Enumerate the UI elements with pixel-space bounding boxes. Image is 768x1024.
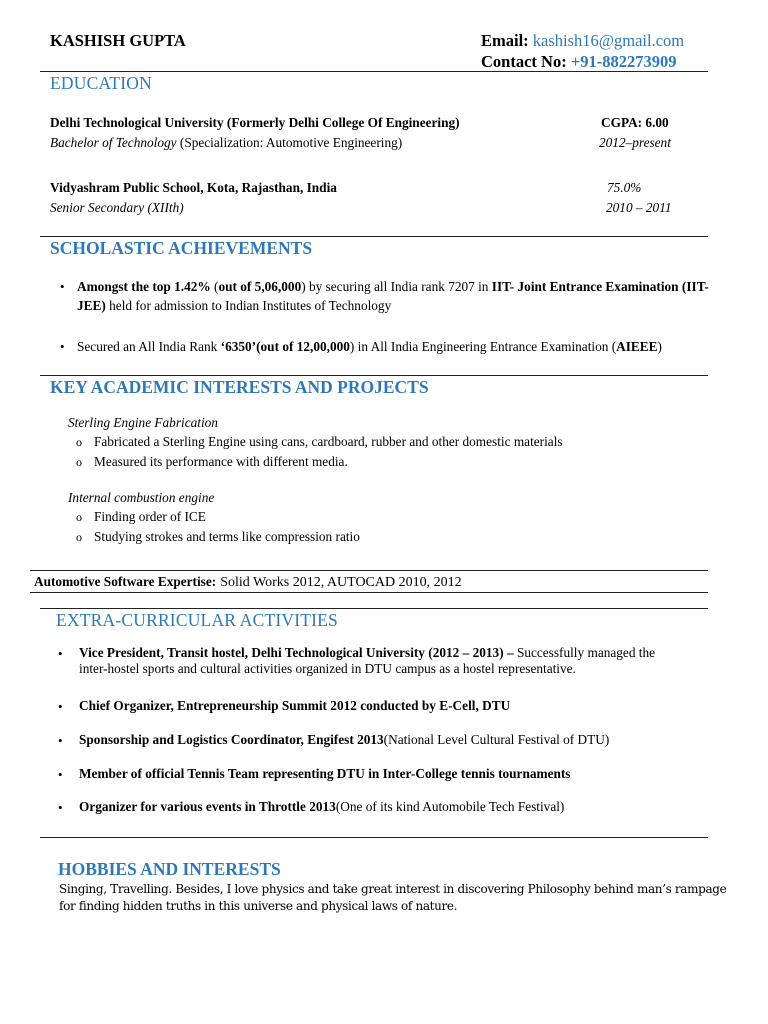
achievement-text: AIEEE <box>616 339 658 354</box>
divider <box>40 608 708 609</box>
education-score: 75.0% <box>607 180 642 195</box>
education-period: 2012–present <box>599 135 671 150</box>
project-item: Fabricated a Sterling Engine using cans, cardboard, rubber and other domestic materials <box>94 434 563 449</box>
achievement-item <box>77 337 717 356</box>
section-title-education: EDUCATION <box>50 73 152 93</box>
education-degree: Bachelor of Technology <box>50 135 177 150</box>
activity-text: (One of its kind Automobile Tech Festival) <box>335 799 565 814</box>
achievement-text: held for admission to Indian Institutes of Technology <box>109 298 392 313</box>
achievement-text: Secured an All India Rank <box>77 339 218 354</box>
achievement-item <box>77 277 717 315</box>
achievement-text: out of 5,06,000 <box>218 279 302 294</box>
bullet: • <box>60 279 65 294</box>
contact-label: Contact No: <box>481 52 567 71</box>
bullet: o <box>76 435 82 449</box>
candidate-name: KASHISH GUPTA <box>50 31 186 50</box>
project-item: Studying strokes and terms like compression ratio <box>94 529 360 544</box>
contact-line <box>481 52 676 72</box>
divider <box>40 837 708 838</box>
bullet: o <box>76 530 82 544</box>
email-line <box>481 31 684 51</box>
divider <box>30 570 708 571</box>
education-institution: Vidyashram Public School, Kota, Rajasthan, India <box>50 180 337 195</box>
activity-title: Sponsorship and Logistics Coordinator, Engifest 2013 <box>79 732 384 747</box>
software-label: Automotive Software Expertise: <box>34 574 217 589</box>
section-title-extra: EXTRA-CURRICULAR ACTIVITIES <box>56 610 338 630</box>
software-value: Solid Works 2012, AUTOCAD 2010, 2012 <box>220 575 462 590</box>
divider <box>40 375 708 376</box>
achievement-text: ) in All India Engineering Entrance Examination ( <box>349 339 617 354</box>
software-line <box>34 573 462 591</box>
project-item: Measured its performance with different media. <box>94 454 348 469</box>
hobbies-text: for finding hidden truths in this universe and physical laws of nature. <box>59 899 458 913</box>
contact-number: +91-882273909 <box>570 52 677 71</box>
bullet: • <box>58 800 63 815</box>
activity-text: inter-hostel sports and cultural activities organized in DTU campus as a hostel representative. <box>79 661 576 676</box>
education-specialization: (Specialization: Automotive Engineering) <box>179 135 403 150</box>
bullet: • <box>58 767 63 782</box>
divider <box>40 71 708 72</box>
education-period: 2010 – 2011 <box>606 200 672 215</box>
bullet: o <box>76 455 82 469</box>
activity-item <box>79 799 564 815</box>
activity-title: Chief Organizer, Entrepreneurship Summit 2012 conducted by E-Cell, DTU <box>79 698 511 713</box>
achievement-text: ) by securing all India rank 7207 in <box>301 279 489 294</box>
section-title-scholastic: SCHOLASTIC ACHIEVEMENTS <box>50 238 313 258</box>
activity-title: Organizer for various events in Throttle 2013 <box>79 799 336 814</box>
email-link[interactable]: kashish16@gmail.com <box>532 31 685 50</box>
email-label: Email: <box>481 31 529 50</box>
achievement-text: IIT- Joint Entrance Examination <box>491 279 679 294</box>
achievement-text: Amongst the top 1.42% <box>77 279 211 294</box>
activity-text: Successfully managed the <box>516 645 656 660</box>
education-degree-line <box>50 135 402 151</box>
section-title-projects: KEY ACADEMIC INTERESTS AND PROJECTS <box>50 377 429 397</box>
activity-text: (National Level Cultural Festival of DTU) <box>383 732 610 747</box>
project-item: Finding order of ICE <box>94 509 206 524</box>
bullet: • <box>60 339 65 354</box>
divider <box>30 592 708 593</box>
achievement-text: (IIT-JEE) <box>77 279 709 313</box>
bullet: • <box>58 733 63 748</box>
achievement-text: ) <box>657 339 662 354</box>
achievement-text: ‘6350’(out of 12,00,000 <box>220 339 350 354</box>
activity-item <box>79 645 655 661</box>
achievement-text: ( <box>214 279 219 294</box>
divider <box>40 236 708 237</box>
bullet: • <box>58 699 63 714</box>
bullet: • <box>58 646 63 661</box>
bullet: o <box>76 510 82 524</box>
project-heading: Sterling Engine Fabrication <box>68 415 218 430</box>
section-title-hobbies: HOBBIES AND INTERESTS <box>58 859 281 879</box>
education-degree: Senior Secondary (XIIth) <box>50 200 184 215</box>
activity-title: Member of official Tennis Team representing DTU in Inter-College tennis tournaments <box>79 766 571 781</box>
education-score: CGPA: 6.00 <box>601 115 669 130</box>
project-heading: Internal combustion engine <box>68 490 215 505</box>
activity-title: Vice President, Transit hostel, Delhi Technological University (2012 – 2013) – <box>79 645 514 660</box>
activity-item <box>79 732 609 748</box>
hobbies-text: Singing, Travelling. Besides, I love physics and take great interest in discovering Philosophy behind man’s rampage <box>59 882 727 896</box>
education-institution: Delhi Technological University (Formerly Delhi College Of Engineering) <box>50 115 460 130</box>
